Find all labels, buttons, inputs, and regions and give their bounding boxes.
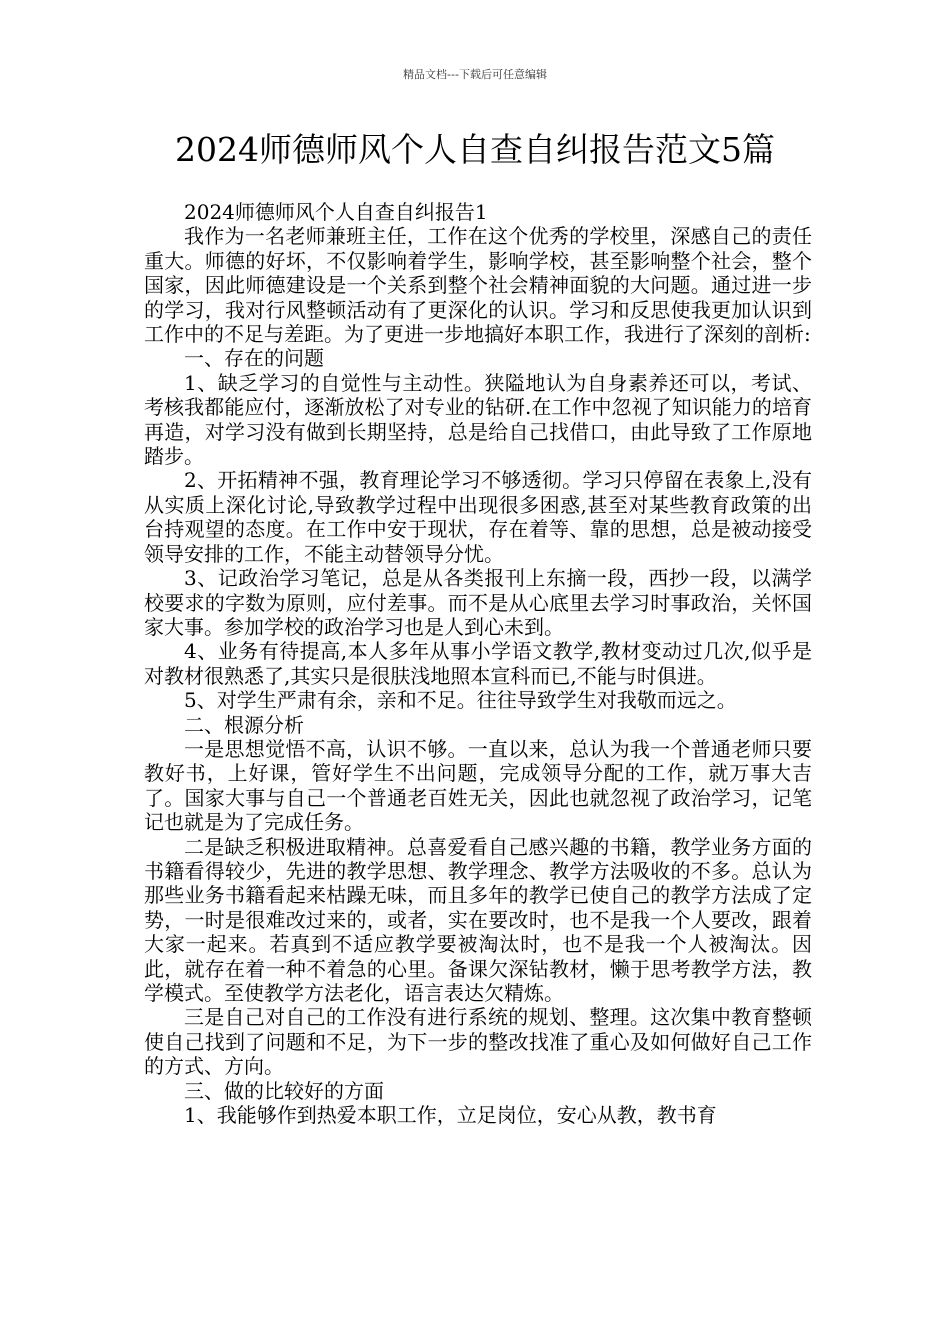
section-heading: 二、根源分析 <box>184 712 304 737</box>
paragraph: 2、开拓精神不强，教育理论学习不够透彻。学习只停留在表象上,没有从实质上深化讨论,导致教学过程中出现很多困惑,甚至对某些教育政策的出台持观望的态度。在工作中安于现状，存在着等、靠的思想，总是被动接受领导安排的工作，不能主动替领导分忧。 <box>144 468 812 566</box>
paragraph: 4、业务有待提高,本人多年从事小学语文教学,教材变动过几次,似乎是对教材很熟悉了,其实只是很肤浅地照本宣科而已,不能与时俱进。 <box>144 639 812 688</box>
paragraph: 1、缺乏学习的自觉性与主动性。狭隘地认为自身素养还可以，考试、考核我都能应付，逐渐放松了对专业的钻研.在工作中忽视了知识能力的培育再造，对学习没有做到长期坚持，总是给自己找借口，由此导致了工作原地踏步。 <box>144 370 812 469</box>
paragraph: 一是思想觉悟不高，认识不够。一直以来，总认为我一个普通老师只要教好书，上好课，管好学生不出问题，完成领导分配的工作，就万事大吉了。国家大事与自己一个普通老百姓无关，因此也就忽视了政治学习，记笔记也就是为了完成任务。 <box>144 736 812 835</box>
document-title: 2024师德师风个人自查自纠报告范文5篇 <box>175 130 775 169</box>
paragraph: 5、对学生严肃有余，亲和不足。往往导致学生对我敬而远之。 <box>184 688 737 713</box>
paragraph: 我作为一名老师兼班主任，工作在这个优秀的学校里，深感自己的责任重大。师德的好坏，不仅影响着学生，影响学校，甚至影响整个社会，整个国家，因此师德建设是一个关系到整个社会精神面貌的大问题。通过进一步的学习，我对行风整顿活动有了更深化的认识。学习和反思使我更加认识到工作中的不足与差距。为了更进一步地搞好本职工作，我进行了深刻的剖析: <box>144 224 812 347</box>
paragraph: 三是自己对自己的工作没有进行系统的规划、整理。这次集中教育整顿使自己找到了问题和不足，为下一步的整改找准了重心及如何做好自己工作的方式、方向。 <box>144 1005 812 1079</box>
section-heading: 一、存在的问题 <box>184 346 324 371</box>
paragraph-subtitle: 2024师德师风个人自查自纠报告1 <box>184 200 488 224</box>
paragraph: 1、我能够作到热爱本职工作，立足岗位，安心从教，教书育 <box>184 1103 717 1128</box>
paragraph: 3、记政治学习笔记，总是从各类报刊上东摘一段，西抄一段，以满学校要求的字数为原则，应付差事。而不是从心底里去学习时事政治，关怀国家大事。参加学校的政治学习也是人到心未到。 <box>144 566 812 639</box>
header-note: 精品文档---下载后可任意编辑 <box>403 68 547 81</box>
document-body <box>144 200 812 1127</box>
paragraph: 二是缺乏积极进取精神。总喜爱看自己感兴趣的书籍，教学业务方面的书籍看得较少，先进的教学思想、教学理念、教学方法吸收的不多。总认为那些业务书籍看起来枯躁无味，而且多年的教学已使自己的教学方法成了定势，一时是很难改过来的，或者，实在要改时，也不是我一个人要改，跟着大家一起来。若真到不适应教学要被淘汰时，也不是我一个人被淘汰。因此，就存在着一种不着急的心里。备课欠深钻教材，懒于思考教学方法，教学模式。至使教学方法老化，语言表达欠精炼。 <box>144 834 812 1005</box>
section-heading: 三、做的比较好的方面 <box>184 1078 384 1103</box>
